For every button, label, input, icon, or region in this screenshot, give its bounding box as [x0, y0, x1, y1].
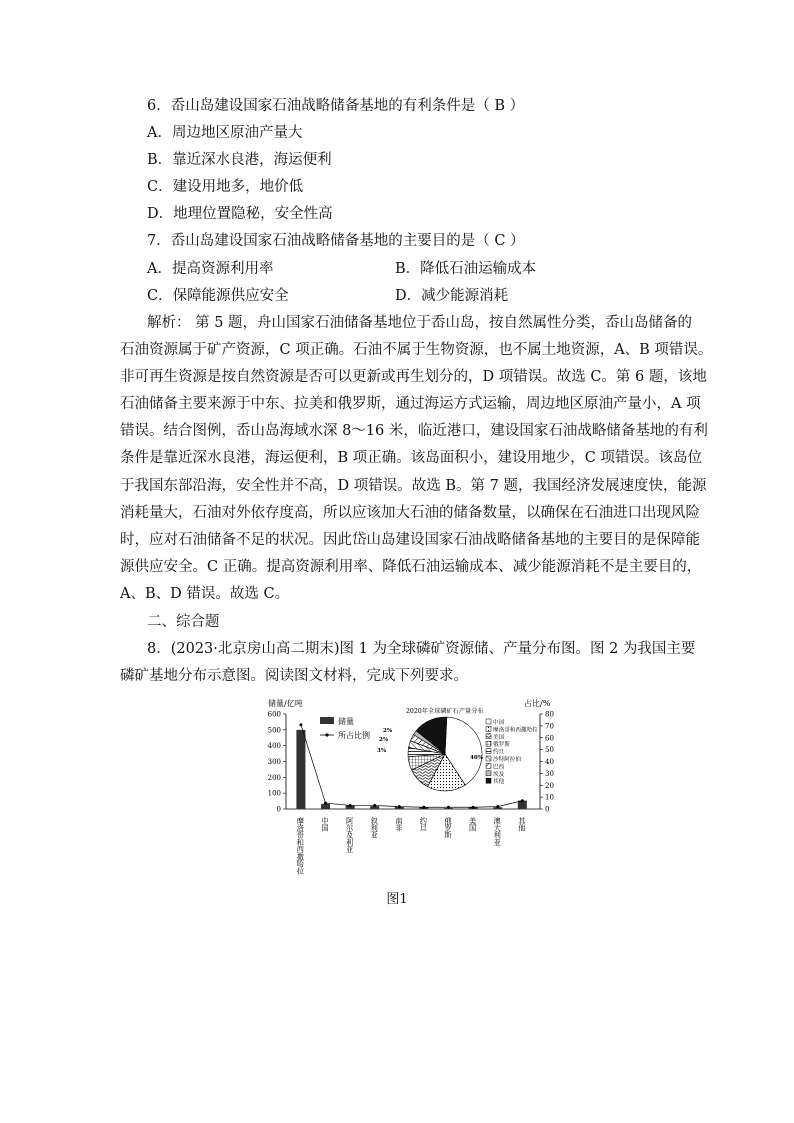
pie-legend-label: 巴西 [493, 764, 505, 771]
q6-option-a: A．周边地区原油产量大 [147, 125, 303, 141]
pie-legend-swatch [486, 726, 491, 731]
y-left-tick-label: 0 [276, 805, 281, 814]
y-left-tick-label: 600 [267, 710, 281, 719]
pie-slice-label: 40% [470, 755, 483, 761]
analysis-line: A、B、D 错误。故选 C。 [120, 586, 290, 602]
pie-slice-label: 2% [383, 728, 393, 734]
bar [321, 804, 330, 809]
analysis-line: 解析： 第 5 题，舟山国家石油储备基地位于岙山岛，按自然属性分类，岙山岛储备的 [147, 315, 693, 331]
ratio-point [398, 805, 401, 808]
y-right-tick-label: 50 [545, 746, 554, 755]
ratio-point [472, 806, 475, 809]
category-label: 中国 [321, 817, 331, 832]
pie-title: 2020年全球磷矿石产量分布 [406, 708, 484, 715]
y-right-tick-label: 40 [545, 758, 554, 766]
legend-bar-swatch [320, 717, 334, 724]
q6-stem: 6．岙山岛建设国家石油战略储备基地的有利条件是（ B ） [147, 98, 525, 114]
pie-legend-label: 沙特阿拉伯 [493, 757, 521, 763]
analysis-line: 时，应对石油储备不足的状况。因此岱山岛建设国家石油战略储备基地的主要目的是保障能 [120, 532, 700, 548]
pie-legend-label: 美国 [493, 734, 505, 741]
y-right-tick-label: 20 [545, 781, 554, 790]
figure-caption: 图1 [386, 892, 408, 907]
category-label: 俄罗斯 [444, 817, 454, 839]
y-left-tick-label: 200 [267, 773, 281, 782]
pie-legend-swatch [486, 719, 491, 724]
pie-legend-label: 俄罗斯 [493, 742, 510, 749]
ratio-point [521, 799, 524, 802]
y-left-tick-label: 300 [267, 758, 281, 766]
ratio-point [496, 805, 499, 808]
ratio-point [422, 806, 425, 809]
analysis-line: 条件是靠近深水良港，海运便利，B 项正确。该岛面积小，建设用地少，C 项错误。该岛位 [120, 450, 702, 466]
analysis-line: 于我国东部沿海，安全性并不高，D 项错误。故选 B。第 7 题，我国经济发展速度快，能源 [120, 478, 707, 494]
ratio-point [447, 806, 450, 809]
q8-line: 8．(2023·北京房山高二期末)图 1 为全球磷矿资源储、产量分布图。图 2 为我国主要 [147, 641, 696, 657]
analysis-line: 石油资源属于矿产资源，C 项正确。石油不属于生物资源，也不属土地资源，A、B 项错误。 [120, 342, 713, 358]
ratio-point [373, 804, 376, 807]
q8-line: 磷矿基地分布示意图。阅读图文材料，完成下列要求。 [120, 668, 468, 684]
pie-legend-swatch [486, 756, 491, 761]
q6-option-c: C．建设用地多，地价低 [147, 179, 304, 195]
analysis-line: 消耗量大，石油对外依存度高，所以应该加大石油的储备数量，以确保在石油进口出现风险 [120, 505, 700, 521]
category-label: 澳大利亚 [493, 817, 503, 846]
category-label: 南非 [394, 817, 404, 832]
analysis-line: 非可再生资源是按自然资源是否可以更新或再生划分的，D 项错误。故选 C。第 6 题，该地 [120, 369, 707, 385]
pie-legend-swatch [486, 734, 491, 739]
analysis-line: 石油储备主要来源于中东、拉美和俄罗斯，通过海运方式运输，周边地区原油产量小，A 项 [120, 396, 701, 412]
y-left-tick-label: 400 [267, 742, 281, 751]
pie-legend-label: 摩洛哥和西撒哈拉 [493, 727, 538, 734]
pie-legend-swatch [486, 763, 491, 768]
y-left-tick-label: 100 [267, 789, 281, 798]
pie-legend-swatch [486, 771, 491, 776]
y-right-tick-label: 10 [545, 793, 554, 802]
legend-bar-label: 储量 [338, 717, 354, 726]
category-label: 其他 [517, 817, 527, 832]
category-label: 约旦 [419, 817, 429, 832]
pie-legend-label: 中国 [493, 720, 505, 726]
figure-1-chart [262, 696, 552, 886]
pie-slice-label: 2% [379, 737, 389, 743]
pie-legend-label: 埃及 [493, 771, 505, 778]
y-left-tick-label: 500 [267, 726, 281, 735]
bar [296, 730, 305, 809]
analysis-line: 源供应安全。C 正确。提高资源利用率、降低石油运输成本、减少能源消耗不是主要目的， [120, 559, 702, 575]
q7-option-b: B．降低石油运输成本 [395, 261, 537, 277]
y-right-tick-label: 70 [545, 722, 554, 731]
pie-legend-swatch [486, 749, 491, 754]
q7-option-d: D．减少能源消耗 [395, 288, 509, 304]
category-label: 阿尔及利亚 [345, 817, 355, 853]
q7-stem: 7．岙山岛建设国家石油战略储备基地的主要目的是（ C ） [147, 233, 525, 249]
y-right-tick-label: 0 [545, 805, 550, 814]
pie-legend-swatch [486, 778, 491, 783]
pie-legend-label: 其他 [493, 779, 505, 786]
ratio-point [324, 802, 327, 805]
y-right-tick-label: 80 [545, 710, 554, 719]
pie-legend-label: 约旦 [493, 749, 505, 756]
q6-option-d: D．地理位置隐秘，安全性高 [147, 206, 333, 222]
category-label: 摩洛哥和西撒哈拉 [296, 817, 306, 875]
legend-line-marker [325, 733, 328, 736]
ratio-point [299, 723, 302, 726]
analysis-line: 错误。结合图例，岙山岛海域水深 8～16 米，临近港口，建设国家石油战略储备基地的有利 [120, 423, 708, 439]
q6-option-b: B．靠近深水良港，海运便利 [147, 152, 332, 168]
category-label: 叙利亚 [370, 817, 380, 839]
pie-legend-swatch [486, 741, 491, 746]
y-right-label: 占比/% [524, 699, 551, 708]
legend-line-label: 所占比例 [338, 731, 370, 740]
category-label: 美国 [468, 817, 478, 832]
y-right-tick-label: 60 [545, 734, 554, 743]
section-title: 二、综合题 [147, 614, 220, 630]
y-right-tick-label: 30 [545, 769, 554, 778]
y-left-label: 储量/亿吨 [268, 699, 303, 708]
q7-option-a: A．提高资源利用率 [147, 261, 274, 277]
ratio-point [349, 804, 352, 807]
q7-option-c: C．保障能源供应安全 [147, 288, 289, 304]
pie-slice-label: 3% [377, 748, 387, 754]
